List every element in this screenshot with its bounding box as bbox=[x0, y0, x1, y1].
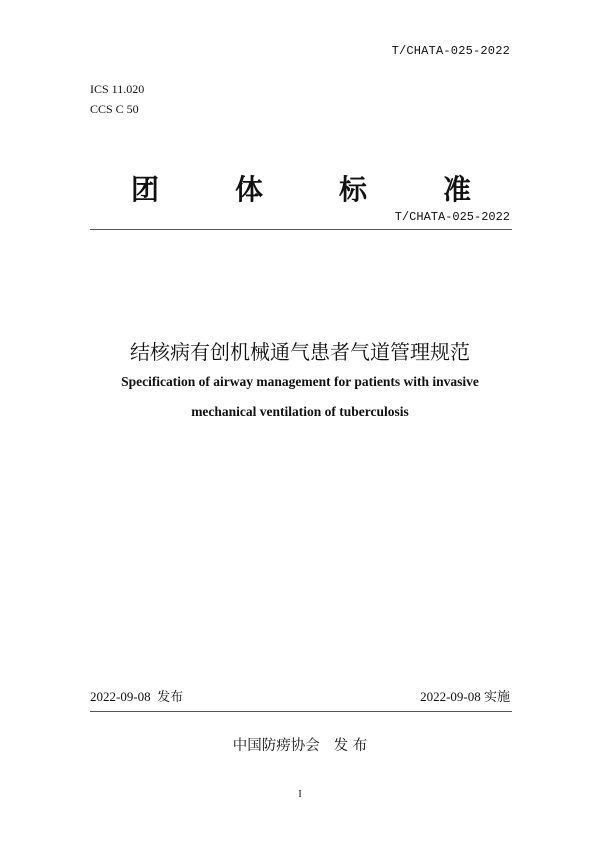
standard-type-char: 标 bbox=[339, 173, 368, 206]
publisher: 中国防痨协会 发 布 bbox=[232, 738, 368, 754]
standard-type-char: 体 bbox=[235, 173, 264, 206]
standard-type-char: 团 bbox=[131, 173, 160, 206]
ics-code: ICS 11.020 bbox=[90, 82, 145, 96]
title-english-line1: Specification of airway management for patients with invasive bbox=[121, 374, 479, 389]
page-number: I bbox=[298, 789, 302, 800]
title-chinese: 结核病有创机械通气患者气道管理规范 bbox=[130, 340, 470, 364]
publish-date: 2022-09-08 发布 bbox=[90, 689, 184, 704]
title-english-line2: mechanical ventilation of tuberculosis bbox=[191, 404, 409, 419]
divider-bottom bbox=[90, 711, 512, 712]
implement-date: 2022-09-08 实施 bbox=[420, 689, 510, 704]
ccs-code: CCS C 50 bbox=[90, 102, 139, 116]
classification-block bbox=[90, 79, 144, 119]
divider-top bbox=[90, 229, 512, 230]
standard-code: T/CHATA-025-2022 bbox=[394, 210, 510, 224]
header-standard-code: T/CHATA-025-2022 bbox=[391, 44, 510, 58]
standard-type-char: 准 bbox=[443, 173, 472, 206]
